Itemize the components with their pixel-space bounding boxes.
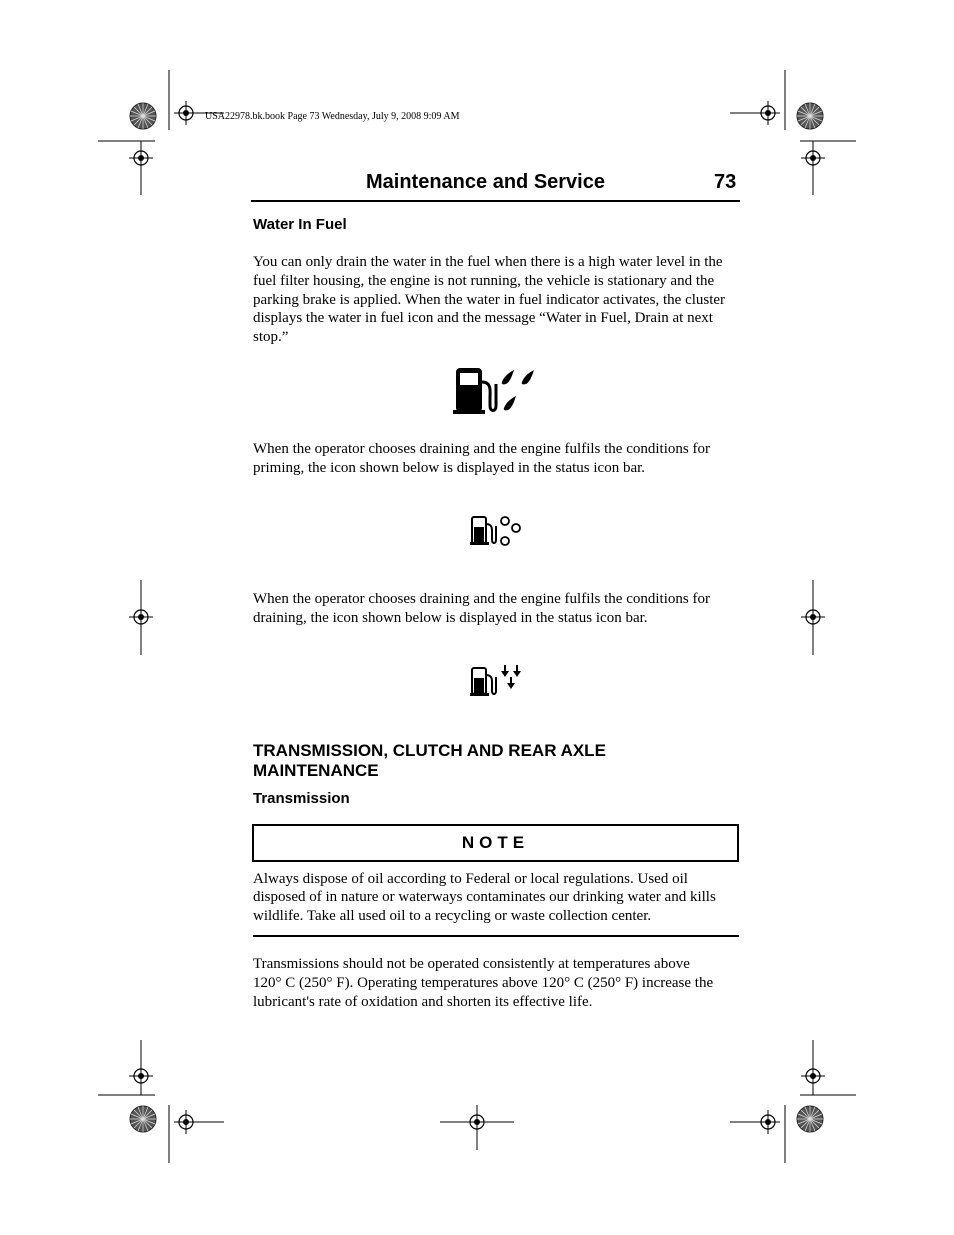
text-line: draining, the icon shown below is displayed in the status icon bar. bbox=[253, 609, 648, 626]
page-title: Maintenance and Service bbox=[366, 171, 605, 193]
note-label: NOTE bbox=[461, 833, 530, 852]
subheading-transmission: Transmission bbox=[253, 790, 350, 807]
text-line: lubricant's rate of oxidation and shorten its effective life. bbox=[253, 993, 593, 1010]
page-number: 73 bbox=[714, 171, 737, 193]
text-line: stop.” bbox=[253, 329, 289, 346]
text-line: Always dispose of oil according to Federal or local regulations. Used oil bbox=[253, 871, 688, 887]
text-line: parking brake is applied. When the water in fuel indicator activates, the cluster bbox=[253, 291, 726, 308]
fuel-draining-icon bbox=[469, 663, 527, 697]
text-line: fuel filter housing, the engine is not running, the vehicle is stationary and the bbox=[253, 272, 715, 289]
draining-paragraph bbox=[253, 590, 743, 628]
fuel-priming-icon bbox=[469, 514, 525, 548]
text-line: When the operator chooses draining and the engine fulfils the conditions for bbox=[253, 591, 710, 607]
priming-paragraph bbox=[253, 440, 743, 478]
water-in-fuel-intro bbox=[253, 253, 743, 347]
text-line: 120° C (250° F). Operating temperatures above 120° C (250° F) increase the bbox=[253, 974, 714, 991]
water-in-fuel-icon bbox=[452, 364, 542, 418]
heading-line: MAINTENANCE bbox=[253, 761, 379, 780]
section-heading-transmission-clutch-rear-axle bbox=[253, 741, 713, 781]
text-line: priming, the icon shown below is displayed in the status icon bar. bbox=[253, 459, 646, 476]
text-line: Transmissions should not be operated consistently at temperatures above bbox=[253, 956, 690, 972]
header-rule bbox=[251, 200, 740, 202]
text-line: When the operator chooses draining and the engine fulfils the conditions for bbox=[253, 441, 710, 457]
note-end-rule bbox=[253, 935, 739, 937]
note-text bbox=[253, 870, 743, 925]
heading-line: TRANSMISSION, CLUTCH AND REAR AXLE bbox=[253, 741, 606, 760]
text-line: displays the water in fuel icon and the message “Water in Fuel, Drain at next bbox=[253, 310, 713, 327]
transmission-temperature-paragraph bbox=[253, 955, 743, 1011]
text-line: You can only drain the water in the fuel when there is a high water level in the bbox=[253, 254, 723, 270]
print-job-info: USA22978.bk.book Page 73 Wednesday, July 9, 2008 9:09 AM bbox=[205, 111, 460, 122]
text-line: disposed of in nature or waterways contaminates our drinking water and kills bbox=[253, 889, 716, 906]
text-line: wildlife. Take all used oil to a recycling or waste collection center. bbox=[253, 907, 652, 924]
section-heading-water-in-fuel: Water In Fuel bbox=[253, 216, 347, 233]
note-box bbox=[252, 824, 739, 862]
